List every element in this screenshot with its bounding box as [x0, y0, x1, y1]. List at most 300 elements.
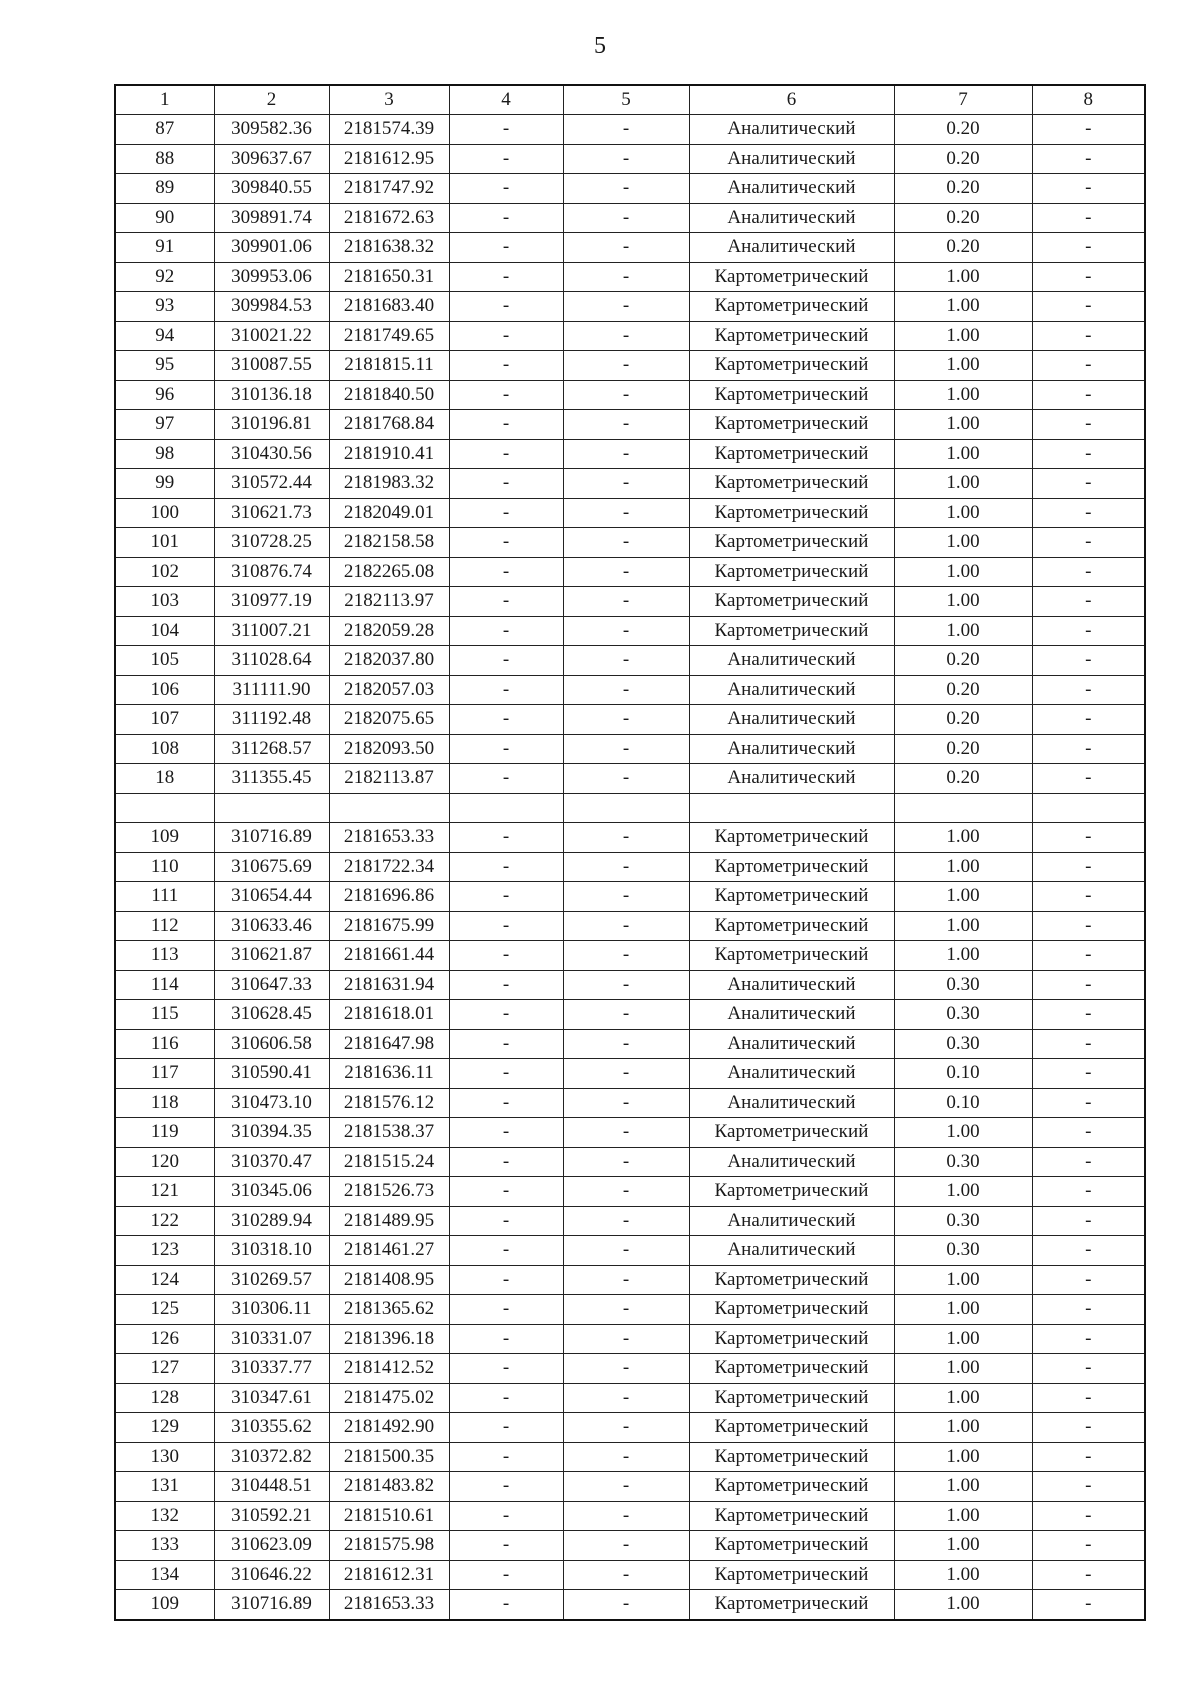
table-row	[115, 1383, 1145, 1413]
col5-cell: -	[563, 1059, 689, 1089]
col4-cell: -	[449, 1206, 563, 1236]
accuracy-cell: 1.00	[894, 410, 1032, 440]
point-number-cell: 117	[115, 1059, 214, 1089]
y-coordinate-cell: 2182158.58	[329, 528, 449, 558]
col4-cell: -	[449, 469, 563, 499]
col8-cell: -	[1032, 882, 1145, 912]
table-row	[115, 705, 1145, 735]
accuracy-cell: 0.30	[894, 1236, 1032, 1266]
col8-cell: -	[1032, 734, 1145, 764]
table-row	[115, 1236, 1145, 1266]
accuracy-cell: 0.30	[894, 970, 1032, 1000]
point-number-cell: 132	[115, 1501, 214, 1531]
method-cell: Картометрический	[689, 1560, 894, 1590]
x-coordinate-cell: 311007.21	[214, 616, 329, 646]
point-number-cell: 128	[115, 1383, 214, 1413]
method-cell: Картометрический	[689, 1501, 894, 1531]
y-coordinate-cell: 2181636.11	[329, 1059, 449, 1089]
x-coordinate-cell: 310633.46	[214, 911, 329, 941]
table-row	[115, 351, 1145, 381]
method-cell: Картометрический	[689, 380, 894, 410]
accuracy-cell: 1.00	[894, 823, 1032, 853]
col8-cell: -	[1032, 1324, 1145, 1354]
x-coordinate-cell: 310728.25	[214, 528, 329, 558]
col5-cell: -	[563, 1324, 689, 1354]
accuracy-cell: 1.00	[894, 1501, 1032, 1531]
y-coordinate-cell: 2181696.86	[329, 882, 449, 912]
point-number-cell: 110	[115, 852, 214, 882]
col8-cell: -	[1032, 646, 1145, 676]
col8-cell: -	[1032, 823, 1145, 853]
col5-cell: -	[563, 616, 689, 646]
col5-cell: -	[563, 882, 689, 912]
col4-cell: -	[449, 262, 563, 292]
col4-cell: -	[449, 380, 563, 410]
point-number-cell: 133	[115, 1531, 214, 1561]
y-coordinate-cell: 2182093.50	[329, 734, 449, 764]
accuracy-cell: 0.30	[894, 1029, 1032, 1059]
point-number-cell: 112	[115, 911, 214, 941]
method-cell: Картометрический	[689, 1590, 894, 1620]
y-coordinate-cell: 2181747.92	[329, 174, 449, 204]
point-number-cell: 131	[115, 1472, 214, 1502]
col4-cell: -	[449, 292, 563, 322]
col8-cell: -	[1032, 587, 1145, 617]
x-coordinate-cell: 309840.55	[214, 174, 329, 204]
point-number-cell: 105	[115, 646, 214, 676]
point-number-cell: 87	[115, 115, 214, 145]
col5-cell: -	[563, 1147, 689, 1177]
y-coordinate-cell: 2181500.35	[329, 1442, 449, 1472]
table-row	[115, 793, 1145, 823]
table-row	[115, 1147, 1145, 1177]
column-header: 1	[115, 85, 214, 115]
col8-cell: -	[1032, 1531, 1145, 1561]
x-coordinate-cell: 310345.06	[214, 1177, 329, 1207]
accuracy-cell: 0.20	[894, 764, 1032, 794]
accuracy-cell: 0.20	[894, 174, 1032, 204]
x-coordinate-cell: 311355.45	[214, 764, 329, 794]
x-coordinate-cell: 311192.48	[214, 705, 329, 735]
method-cell: Картометрический	[689, 262, 894, 292]
method-cell: Картометрический	[689, 1472, 894, 1502]
point-number-cell: 119	[115, 1118, 214, 1148]
point-number-cell: 126	[115, 1324, 214, 1354]
accuracy-cell: 1.00	[894, 587, 1032, 617]
col4-cell: -	[449, 1000, 563, 1030]
y-coordinate-cell: 2181675.99	[329, 911, 449, 941]
accuracy-cell: 0.20	[894, 705, 1032, 735]
col5-cell: -	[563, 203, 689, 233]
table-row	[115, 380, 1145, 410]
table-body	[115, 115, 1145, 1620]
y-coordinate-cell: 2181618.01	[329, 1000, 449, 1030]
point-number-cell: 122	[115, 1206, 214, 1236]
method-cell: Картометрический	[689, 1295, 894, 1325]
x-coordinate-cell: 311268.57	[214, 734, 329, 764]
method-cell: Аналитический	[689, 115, 894, 145]
table-row	[115, 1177, 1145, 1207]
col5-cell: -	[563, 498, 689, 528]
col5-cell: -	[563, 233, 689, 263]
col8-cell: -	[1032, 115, 1145, 145]
y-coordinate-cell: 2182265.08	[329, 557, 449, 587]
accuracy-cell: 1.00	[894, 1590, 1032, 1620]
col4-cell: -	[449, 557, 563, 587]
y-coordinate-cell: 2181475.02	[329, 1383, 449, 1413]
col4-cell: -	[449, 705, 563, 735]
x-coordinate-cell: 310572.44	[214, 469, 329, 499]
col5-cell: -	[563, 1295, 689, 1325]
accuracy-cell: 1.00	[894, 1472, 1032, 1502]
col5-cell: -	[563, 380, 689, 410]
y-coordinate-cell: 2181576.12	[329, 1088, 449, 1118]
col8-cell: -	[1032, 616, 1145, 646]
col8-cell: -	[1032, 1413, 1145, 1443]
col8-cell: -	[1032, 144, 1145, 174]
table-row	[115, 557, 1145, 587]
method-cell: Картометрический	[689, 852, 894, 882]
table-row	[115, 321, 1145, 351]
accuracy-cell: 1.00	[894, 852, 1032, 882]
table-row	[115, 675, 1145, 705]
y-coordinate-cell: 2181574.39	[329, 115, 449, 145]
col8-cell: -	[1032, 351, 1145, 381]
y-coordinate-cell: 2181647.98	[329, 1029, 449, 1059]
col5-cell: -	[563, 852, 689, 882]
col4-cell: -	[449, 1590, 563, 1620]
table-row	[115, 1088, 1145, 1118]
point-number-cell: 103	[115, 587, 214, 617]
col8-cell: -	[1032, 1354, 1145, 1384]
col5-cell: -	[563, 734, 689, 764]
col8-cell: -	[1032, 941, 1145, 971]
x-coordinate-cell: 310372.82	[214, 1442, 329, 1472]
col5-cell: -	[563, 941, 689, 971]
col4-cell: -	[449, 203, 563, 233]
method-cell: Картометрический	[689, 1324, 894, 1354]
col5-cell: -	[563, 1088, 689, 1118]
x-coordinate-cell: 310606.58	[214, 1029, 329, 1059]
table-row	[115, 439, 1145, 469]
table-row	[115, 262, 1145, 292]
table-row	[115, 115, 1145, 145]
y-coordinate-cell: 2182113.97	[329, 587, 449, 617]
method-cell: Картометрический	[689, 911, 894, 941]
col4-cell: -	[449, 1236, 563, 1266]
table-row	[115, 587, 1145, 617]
table-row	[115, 941, 1145, 971]
col4-cell: -	[449, 321, 563, 351]
x-coordinate-cell: 310269.57	[214, 1265, 329, 1295]
x-coordinate-cell: 310675.69	[214, 852, 329, 882]
table-row	[115, 1413, 1145, 1443]
col5-cell: -	[563, 469, 689, 499]
accuracy-cell: 0.30	[894, 1206, 1032, 1236]
col5-cell: -	[563, 1383, 689, 1413]
col5-cell: -	[563, 262, 689, 292]
x-coordinate-cell: 310430.56	[214, 439, 329, 469]
method-cell: Картометрический	[689, 1531, 894, 1561]
y-coordinate-cell: 2181653.33	[329, 823, 449, 853]
col8-cell: -	[1032, 705, 1145, 735]
accuracy-cell	[894, 793, 1032, 823]
x-coordinate-cell	[214, 793, 329, 823]
method-cell: Аналитический	[689, 1236, 894, 1266]
point-number-cell: 94	[115, 321, 214, 351]
col5-cell: -	[563, 115, 689, 145]
col4-cell: -	[449, 174, 563, 204]
point-number-cell: 134	[115, 1560, 214, 1590]
col8-cell	[1032, 793, 1145, 823]
table-row	[115, 911, 1145, 941]
method-cell: Картометрический	[689, 410, 894, 440]
col8-cell: -	[1032, 1383, 1145, 1413]
method-cell: Картометрический	[689, 616, 894, 646]
col5-cell: -	[563, 675, 689, 705]
method-cell: Аналитический	[689, 764, 894, 794]
x-coordinate-cell: 310592.21	[214, 1501, 329, 1531]
y-coordinate-cell: 2181461.27	[329, 1236, 449, 1266]
table-row	[115, 823, 1145, 853]
page-number: 5	[594, 33, 606, 59]
point-number-cell: 113	[115, 941, 214, 971]
point-number-cell: 114	[115, 970, 214, 1000]
col8-cell: -	[1032, 1206, 1145, 1236]
col8-cell: -	[1032, 498, 1145, 528]
method-cell: Аналитический	[689, 646, 894, 676]
table-row	[115, 882, 1145, 912]
table-row	[115, 528, 1145, 558]
col5-cell: -	[563, 557, 689, 587]
x-coordinate-cell: 310621.73	[214, 498, 329, 528]
accuracy-cell: 1.00	[894, 439, 1032, 469]
table-row	[115, 1354, 1145, 1384]
col8-cell: -	[1032, 1442, 1145, 1472]
col5-cell: -	[563, 528, 689, 558]
table-row	[115, 764, 1145, 794]
point-number-cell: 92	[115, 262, 214, 292]
x-coordinate-cell: 309891.74	[214, 203, 329, 233]
accuracy-cell: 1.00	[894, 882, 1032, 912]
method-cell: Картометрический	[689, 882, 894, 912]
col8-cell: -	[1032, 1177, 1145, 1207]
col5-cell: -	[563, 410, 689, 440]
col5-cell: -	[563, 823, 689, 853]
accuracy-cell: 1.00	[894, 1295, 1032, 1325]
method-cell: Аналитический	[689, 1206, 894, 1236]
point-number-cell: 88	[115, 144, 214, 174]
x-coordinate-cell: 311028.64	[214, 646, 329, 676]
point-number-cell: 102	[115, 557, 214, 587]
point-number-cell: 109	[115, 1590, 214, 1620]
col5-cell: -	[563, 1442, 689, 1472]
accuracy-cell: 1.00	[894, 616, 1032, 646]
y-coordinate-cell: 2181653.33	[329, 1590, 449, 1620]
col8-cell: -	[1032, 410, 1145, 440]
y-coordinate-cell: 2182049.01	[329, 498, 449, 528]
table-row	[115, 1560, 1145, 1590]
point-number-cell: 101	[115, 528, 214, 558]
table-row	[115, 1295, 1145, 1325]
col4-cell: -	[449, 1413, 563, 1443]
col5-cell: -	[563, 1000, 689, 1030]
accuracy-cell: 0.20	[894, 115, 1032, 145]
col4-cell: -	[449, 498, 563, 528]
y-coordinate-cell: 2181840.50	[329, 380, 449, 410]
col4-cell: -	[449, 1383, 563, 1413]
point-number-cell: 90	[115, 203, 214, 233]
table-row	[115, 174, 1145, 204]
col8-cell: -	[1032, 292, 1145, 322]
x-coordinate-cell: 310647.33	[214, 970, 329, 1000]
col5-cell	[563, 793, 689, 823]
col4-cell: -	[449, 734, 563, 764]
x-coordinate-cell: 310473.10	[214, 1088, 329, 1118]
accuracy-cell: 1.00	[894, 1177, 1032, 1207]
col4-cell: -	[449, 764, 563, 794]
col8-cell: -	[1032, 1560, 1145, 1590]
x-coordinate-cell: 310654.44	[214, 882, 329, 912]
col8-cell: -	[1032, 1501, 1145, 1531]
accuracy-cell: 1.00	[894, 528, 1032, 558]
col8-cell: -	[1032, 1472, 1145, 1502]
point-number-cell: 91	[115, 233, 214, 263]
col4-cell: -	[449, 852, 563, 882]
method-cell: Аналитический	[689, 970, 894, 1000]
accuracy-cell: 1.00	[894, 1413, 1032, 1443]
col4-cell: -	[449, 616, 563, 646]
header-row	[115, 85, 1145, 115]
point-number-cell: 93	[115, 292, 214, 322]
col5-cell: -	[563, 1531, 689, 1561]
method-cell	[689, 793, 894, 823]
col8-cell: -	[1032, 1236, 1145, 1266]
col4-cell: -	[449, 1324, 563, 1354]
method-cell: Аналитический	[689, 734, 894, 764]
accuracy-cell: 0.20	[894, 675, 1032, 705]
col8-cell: -	[1032, 1295, 1145, 1325]
table-row	[115, 1000, 1145, 1030]
table-row	[115, 1118, 1145, 1148]
method-cell: Картометрический	[689, 321, 894, 351]
col8-cell: -	[1032, 469, 1145, 499]
y-coordinate-cell: 2181612.31	[329, 1560, 449, 1590]
col5-cell: -	[563, 646, 689, 676]
table-row	[115, 1265, 1145, 1295]
method-cell: Картометрический	[689, 498, 894, 528]
method-cell: Картометрический	[689, 469, 894, 499]
x-coordinate-cell: 309637.67	[214, 144, 329, 174]
y-coordinate-cell: 2181612.95	[329, 144, 449, 174]
accuracy-cell: 0.20	[894, 646, 1032, 676]
method-cell: Картометрический	[689, 292, 894, 322]
col8-cell: -	[1032, 321, 1145, 351]
table-header	[115, 85, 1145, 115]
accuracy-cell: 1.00	[894, 321, 1032, 351]
x-coordinate-cell: 309953.06	[214, 262, 329, 292]
x-coordinate-cell: 310623.09	[214, 1531, 329, 1561]
column-header: 7	[894, 85, 1032, 115]
x-coordinate-cell: 310590.41	[214, 1059, 329, 1089]
y-coordinate-cell: 2181575.98	[329, 1531, 449, 1561]
y-coordinate-cell: 2182075.65	[329, 705, 449, 735]
y-coordinate-cell: 2181815.11	[329, 351, 449, 381]
point-number-cell: 108	[115, 734, 214, 764]
col5-cell: -	[563, 144, 689, 174]
col4-cell: -	[449, 646, 563, 676]
table-row	[115, 203, 1145, 233]
col4-cell: -	[449, 1531, 563, 1561]
method-cell: Аналитический	[689, 1088, 894, 1118]
col4-cell: -	[449, 1295, 563, 1325]
method-cell: Аналитический	[689, 1147, 894, 1177]
col4-cell: -	[449, 911, 563, 941]
accuracy-cell: 1.00	[894, 941, 1032, 971]
point-number-cell: 129	[115, 1413, 214, 1443]
col5-cell: -	[563, 1501, 689, 1531]
table-row	[115, 498, 1145, 528]
col5-cell: -	[563, 1354, 689, 1384]
col4-cell: -	[449, 1118, 563, 1148]
x-coordinate-cell: 310394.35	[214, 1118, 329, 1148]
accuracy-cell: 1.00	[894, 498, 1032, 528]
col4-cell: -	[449, 882, 563, 912]
col4-cell	[449, 793, 563, 823]
method-cell: Аналитический	[689, 1059, 894, 1089]
col5-cell: -	[563, 1177, 689, 1207]
coordinates-table	[114, 84, 1146, 1621]
table-row	[115, 1501, 1145, 1531]
col4-cell: -	[449, 233, 563, 263]
col5-cell: -	[563, 1560, 689, 1590]
col8-cell: -	[1032, 852, 1145, 882]
method-cell: Картометрический	[689, 1383, 894, 1413]
col4-cell: -	[449, 941, 563, 971]
accuracy-cell: 1.00	[894, 380, 1032, 410]
point-number-cell: 118	[115, 1088, 214, 1118]
point-number-cell: 121	[115, 1177, 214, 1207]
x-coordinate-cell: 310196.81	[214, 410, 329, 440]
x-coordinate-cell: 310355.62	[214, 1413, 329, 1443]
x-coordinate-cell: 310318.10	[214, 1236, 329, 1266]
col8-cell: -	[1032, 1590, 1145, 1620]
y-coordinate-cell: 2181683.40	[329, 292, 449, 322]
y-coordinate-cell: 2181722.34	[329, 852, 449, 882]
table-row	[115, 410, 1145, 440]
accuracy-cell: 0.20	[894, 144, 1032, 174]
col8-cell: -	[1032, 911, 1145, 941]
point-number-cell: 111	[115, 882, 214, 912]
y-coordinate-cell: 2182037.80	[329, 646, 449, 676]
y-coordinate-cell: 2181515.24	[329, 1147, 449, 1177]
col8-cell: -	[1032, 1147, 1145, 1177]
accuracy-cell: 1.00	[894, 262, 1032, 292]
point-number-cell: 130	[115, 1442, 214, 1472]
table-row	[115, 852, 1145, 882]
accuracy-cell: 1.00	[894, 351, 1032, 381]
accuracy-cell: 0.30	[894, 1000, 1032, 1030]
table-row	[115, 616, 1145, 646]
column-header: 8	[1032, 85, 1145, 115]
point-number-cell: 116	[115, 1029, 214, 1059]
method-cell: Аналитический	[689, 1000, 894, 1030]
point-number-cell: 109	[115, 823, 214, 853]
col8-cell: -	[1032, 1265, 1145, 1295]
col5-cell: -	[563, 1472, 689, 1502]
y-coordinate-cell: 2181983.32	[329, 469, 449, 499]
method-cell: Картометрический	[689, 1354, 894, 1384]
